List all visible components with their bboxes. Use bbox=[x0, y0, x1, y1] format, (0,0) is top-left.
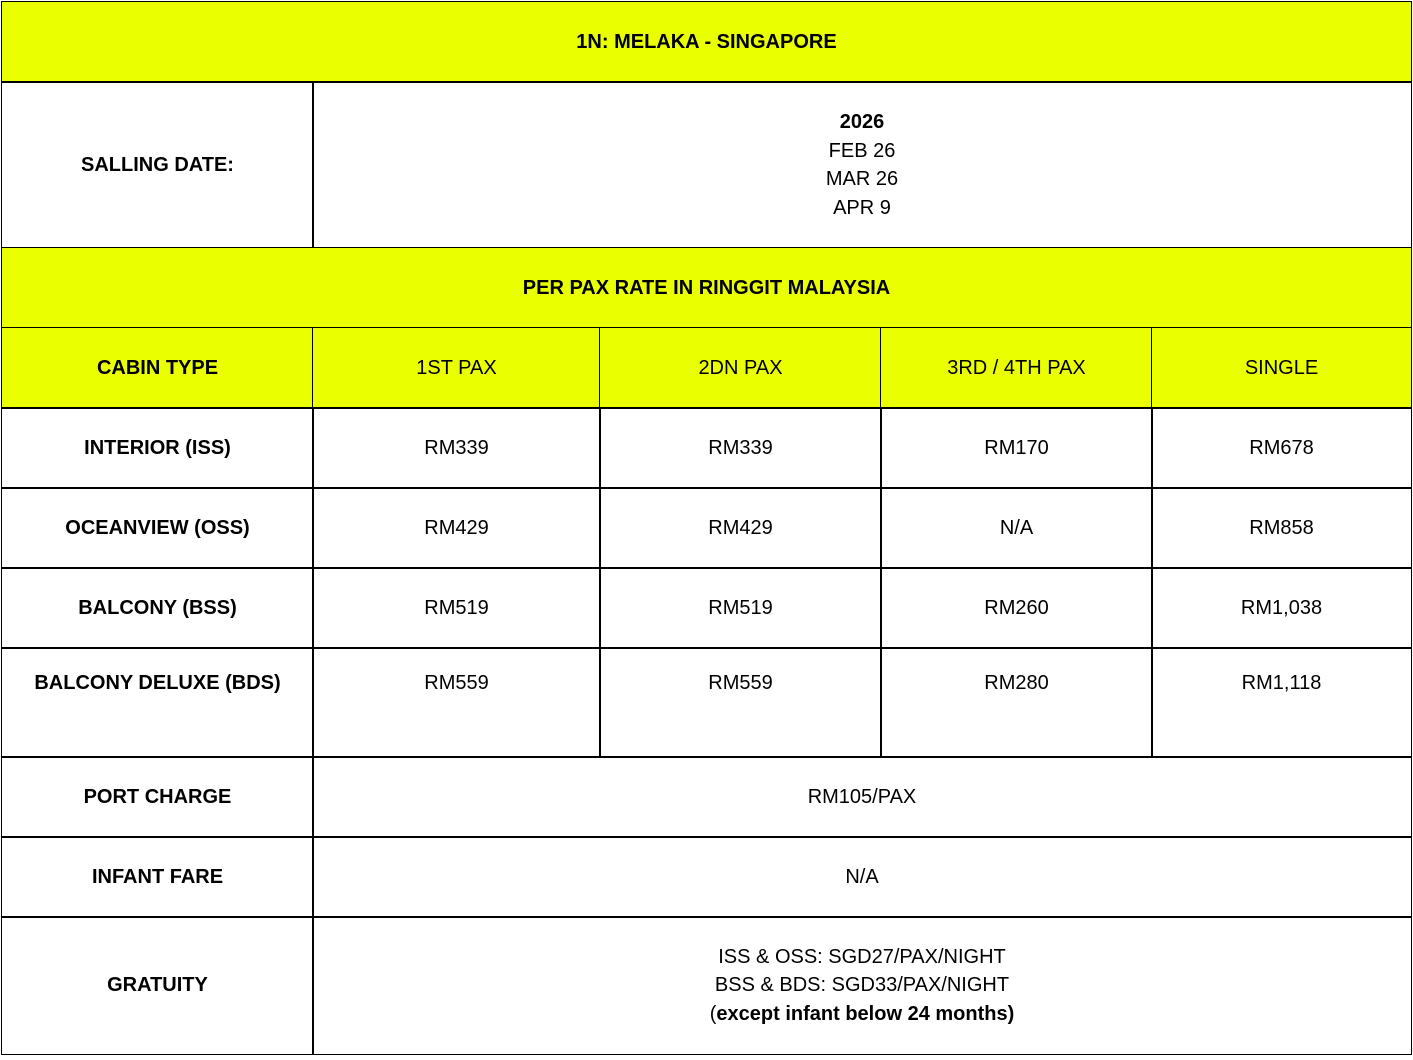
column-header-single bbox=[1151, 327, 1412, 409]
rate-cell bbox=[880, 407, 1153, 489]
column-header-label: 2DN PAX bbox=[698, 356, 783, 379]
column-header-label: CABIN TYPE bbox=[96, 356, 219, 379]
rate-banner-text: PER PAX RATE IN RINGGIT MALAYSIA bbox=[522, 276, 891, 299]
rate-cell bbox=[880, 487, 1153, 569]
rate-value: RM1,118 bbox=[1241, 672, 1322, 694]
rate-cell bbox=[880, 567, 1153, 649]
gratuity-label-cell bbox=[1, 916, 314, 1055]
port-charge-value: RM105/PAX bbox=[807, 785, 917, 808]
rate-value: RM559 bbox=[424, 672, 489, 694]
column-header-cabin-type bbox=[1, 327, 314, 409]
rate-cell bbox=[599, 487, 882, 569]
title-banner bbox=[1, 1, 1412, 83]
rate-cell bbox=[312, 487, 601, 569]
rate-value: RM170 bbox=[984, 436, 1049, 459]
sailing-year: 2026 bbox=[839, 111, 885, 133]
rate-cell bbox=[599, 567, 882, 649]
rate-value: RM260 bbox=[984, 596, 1049, 619]
rate-cell bbox=[599, 647, 882, 758]
cabin-type-cell bbox=[1, 567, 314, 649]
sailing-date-1: FEB 26 bbox=[828, 139, 896, 162]
sailing-date-3: APR 9 bbox=[833, 196, 891, 219]
rate-cell bbox=[312, 407, 601, 489]
sailing-date-2: MAR 26 bbox=[825, 168, 899, 190]
rate-cell bbox=[880, 647, 1153, 758]
rate-value: N/A bbox=[999, 516, 1034, 539]
column-header-label: SINGLE bbox=[1244, 356, 1319, 379]
column-header-1st-pax bbox=[312, 327, 601, 409]
column-header-3rd-4th-pax bbox=[880, 327, 1153, 409]
gratuity-note-text: except infant below 24 months) bbox=[716, 1002, 1015, 1025]
rate-value: RM678 bbox=[1249, 436, 1314, 459]
cabin-type-label: BALCONY (BSS) bbox=[78, 596, 237, 619]
sailing-dates-cell bbox=[312, 81, 1412, 249]
column-header-label: 1ST PAX bbox=[416, 356, 497, 379]
rate-banner bbox=[1, 247, 1412, 329]
gratuity-label: GRATUITY bbox=[107, 974, 208, 997]
port-charge-label-cell bbox=[1, 756, 314, 838]
infant-fare-label-cell bbox=[1, 836, 314, 918]
rate-value: RM339 bbox=[708, 436, 773, 459]
rate-value: RM559 bbox=[708, 672, 773, 694]
port-charge-value-cell bbox=[312, 756, 1412, 838]
rate-cell bbox=[599, 407, 882, 489]
gratuity-line-1: ISS & OSS: SGD27/PAX/NIGHT bbox=[718, 945, 1006, 968]
rate-cell bbox=[1151, 407, 1412, 489]
rate-cell bbox=[1151, 487, 1412, 569]
infant-fare-value: N/A bbox=[845, 865, 879, 888]
rate-cell bbox=[1151, 647, 1412, 758]
gratuity-note-paren: ( bbox=[709, 1002, 717, 1025]
rate-cell bbox=[1151, 567, 1412, 649]
rate-value: RM429 bbox=[424, 516, 489, 539]
title-text: 1N: MELAKA - SINGAPORE bbox=[576, 30, 837, 53]
rate-value: RM519 bbox=[424, 596, 489, 619]
column-header-label: 3RD / 4TH PAX bbox=[947, 356, 1086, 379]
rate-value: RM339 bbox=[424, 436, 489, 459]
rate-value: RM519 bbox=[708, 596, 773, 619]
gratuity-line-2: BSS & BDS: SGD33/PAX/NIGHT bbox=[714, 974, 1010, 997]
sailing-date-label-cell bbox=[1, 81, 314, 249]
rate-value: RM858 bbox=[1249, 516, 1314, 539]
rate-cell bbox=[312, 567, 601, 649]
rate-value: RM280 bbox=[984, 672, 1049, 694]
cabin-type-cell bbox=[1, 647, 314, 758]
cabin-type-label: INTERIOR (ISS) bbox=[84, 436, 231, 459]
rate-value: RM1,038 bbox=[1240, 596, 1323, 619]
gratuity-note bbox=[710, 1000, 1015, 1029]
infant-fare-value-cell bbox=[312, 836, 1412, 918]
infant-fare-label: INFANT FARE bbox=[91, 865, 224, 888]
sailing-date-label: SALLING DATE: bbox=[81, 153, 234, 176]
port-charge-label: PORT CHARGE bbox=[83, 785, 232, 808]
gratuity-value-cell bbox=[312, 916, 1412, 1055]
column-header-2nd-pax bbox=[599, 327, 882, 409]
cabin-type-label: OCEANVIEW (OSS) bbox=[65, 516, 250, 539]
rate-value: RM429 bbox=[708, 516, 773, 539]
cabin-type-cell bbox=[1, 487, 314, 569]
cabin-type-cell bbox=[1, 407, 314, 489]
cabin-type-label: BALCONY DELUXE (BDS) bbox=[34, 672, 281, 694]
rate-cell bbox=[312, 647, 601, 758]
